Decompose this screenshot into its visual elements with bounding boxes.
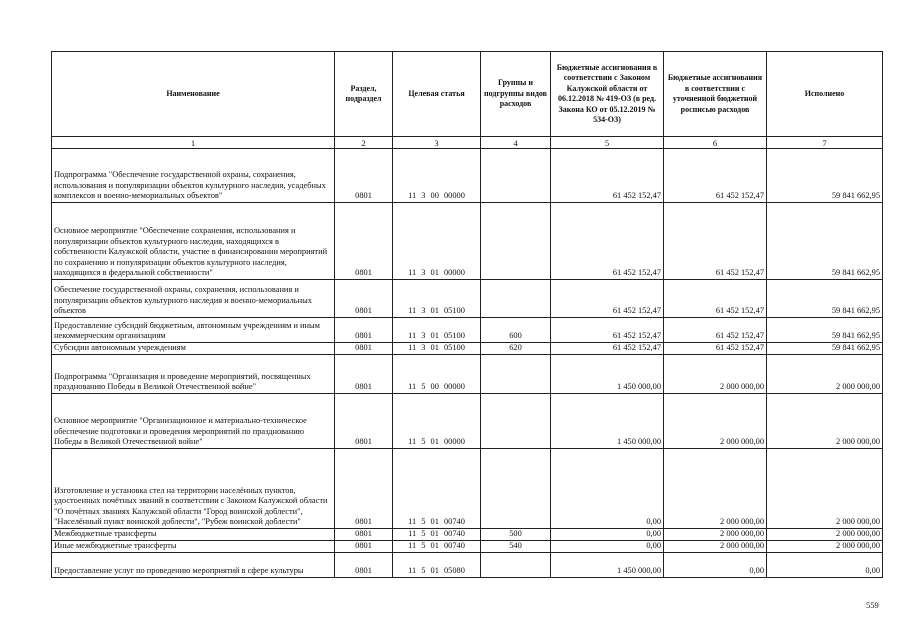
header-section: Раздел, подраздел (335, 52, 393, 137)
budget-table (51, 51, 883, 578)
row-executed-amount: 59 841 662,95 (767, 149, 883, 203)
row-refined-amount: 2 000 000,00 (664, 529, 767, 541)
header-name: Наименование (52, 52, 335, 137)
row-target: 11 3 01 00000 (393, 203, 481, 280)
row-target: 11 5 00 00000 (393, 355, 481, 394)
row-name: Основное мероприятие "Обеспечение сохранения, использования и популяризации объектов культурного наследия, находящихся в собственности Калужской области, участие в финансировании мероприятий по сохранению и популяризации объектов культурного наследия, находящихся в федеральной собственности" (52, 203, 335, 280)
column-number: 3 (393, 137, 481, 149)
row-executed-amount: 0,00 (767, 553, 883, 578)
row-section: 0801 (335, 149, 393, 203)
row-target: 11 3 01 05100 (393, 280, 481, 318)
row-name: Межбюджетные трансферты (52, 529, 335, 541)
table-row (52, 203, 883, 280)
row-executed-amount: 2 000 000,00 (767, 355, 883, 394)
row-name: Иные межбюджетные трансферты (52, 541, 335, 553)
row-executed-amount: 2 000 000,00 (767, 394, 883, 449)
row-executed-amount: 59 841 662,95 (767, 318, 883, 343)
row-name: Предоставление субсидий бюджетным, автономным учреждениям и иным некоммерческим организациям (52, 318, 335, 343)
row-refined-amount: 0,00 (664, 553, 767, 578)
row-group: 500 (481, 529, 551, 541)
column-number-row (52, 137, 883, 149)
row-target: 11 5 01 00000 (393, 394, 481, 449)
table-row (52, 541, 883, 553)
row-name: Предоставление услуг по проведению мероприятий в сфере культуры (52, 553, 335, 578)
row-law-amount: 1 450 000,00 (551, 553, 664, 578)
column-number: 1 (52, 137, 335, 149)
row-target: 11 3 00 00000 (393, 149, 481, 203)
table-row (52, 394, 883, 449)
row-name: Подпрограмма "Организация и проведение мероприятий, посвященных празднованию Победы в Великой Отечественной войне" (52, 355, 335, 394)
row-law-amount: 0,00 (551, 541, 664, 553)
row-section: 0801 (335, 203, 393, 280)
row-group: 540 (481, 541, 551, 553)
row-target: 11 3 01 05100 (393, 318, 481, 343)
table-row (52, 553, 883, 578)
row-section: 0801 (335, 394, 393, 449)
row-name: Обеспечение государственной охраны, сохранения, использования и популяризации объектов культурного наследия и военно-мемориальных объектов (52, 280, 335, 318)
table-row (52, 343, 883, 355)
row-group: 620 (481, 343, 551, 355)
row-section: 0801 (335, 449, 393, 529)
row-law-amount: 61 452 152,47 (551, 203, 664, 280)
header-target: Целевая статья (393, 52, 481, 137)
table-row (52, 280, 883, 318)
header-group: Группы и подгруппы видов расходов (481, 52, 551, 137)
row-refined-amount: 2 000 000,00 (664, 449, 767, 529)
row-section: 0801 (335, 355, 393, 394)
row-name: Подпрограмма "Обеспечение государственной охраны, сохранения, использования и популяризации объектов культурного наследия, усадебных комплексов и военно-мемориальных объектов" (52, 149, 335, 203)
row-law-amount: 0,00 (551, 529, 664, 541)
table-row (52, 529, 883, 541)
row-group (481, 203, 551, 280)
row-law-amount: 61 452 152,47 (551, 318, 664, 343)
row-law-amount: 61 452 152,47 (551, 149, 664, 203)
header-law-appropriations: Бюджетные ассигнования в соответствии с Законом Калужской области от 06.12.2018 № 419-ОЗ (в ред. Закона КО от 05.12.2019 № 534-ОЗ) (551, 52, 664, 137)
row-group (481, 149, 551, 203)
row-group: 600 (481, 318, 551, 343)
header-executed: Исполнено (767, 52, 883, 137)
row-target: 11 5 01 00740 (393, 541, 481, 553)
row-section: 0801 (335, 553, 393, 578)
row-target: 11 5 01 05080 (393, 553, 481, 578)
row-name: Основное мероприятие "Организационное и материально-техническое обеспечение подготовки и проведения мероприятий по празднованию Победы в Великой Отечественной войне" (52, 394, 335, 449)
row-refined-amount: 61 452 152,47 (664, 149, 767, 203)
row-name: Изготовление и установка стел на территории населённых пунктов, удостоенных почётных званий в соответствии с Законом Калужской области "О почётных званиях Калужской области "Город воинской доблести", "Населённый пункт воинской доблести", "Рубеж воинской доблести" (52, 449, 335, 529)
row-law-amount: 1 450 000,00 (551, 355, 664, 394)
row-refined-amount: 2 000 000,00 (664, 394, 767, 449)
page-number: 559 (866, 600, 879, 610)
column-number: 4 (481, 137, 551, 149)
row-executed-amount: 2 000 000,00 (767, 449, 883, 529)
row-section: 0801 (335, 541, 393, 553)
row-refined-amount: 2 000 000,00 (664, 355, 767, 394)
row-group (481, 449, 551, 529)
table-row (52, 355, 883, 394)
row-section: 0801 (335, 529, 393, 541)
row-group (481, 355, 551, 394)
row-executed-amount: 2 000 000,00 (767, 529, 883, 541)
row-executed-amount: 59 841 662,95 (767, 343, 883, 355)
table-row (52, 318, 883, 343)
row-refined-amount: 61 452 152,47 (664, 203, 767, 280)
row-refined-amount: 61 452 152,47 (664, 343, 767, 355)
row-executed-amount: 59 841 662,95 (767, 280, 883, 318)
row-law-amount: 61 452 152,47 (551, 343, 664, 355)
row-refined-amount: 61 452 152,47 (664, 280, 767, 318)
row-law-amount: 61 452 152,47 (551, 280, 664, 318)
table-row (52, 449, 883, 529)
row-name: Субсидии автономным учреждениям (52, 343, 335, 355)
row-refined-amount: 61 452 152,47 (664, 318, 767, 343)
column-number: 5 (551, 137, 664, 149)
row-law-amount: 1 450 000,00 (551, 394, 664, 449)
row-target: 11 5 01 00740 (393, 529, 481, 541)
row-group (481, 553, 551, 578)
row-section: 0801 (335, 343, 393, 355)
column-number: 7 (767, 137, 883, 149)
row-group (481, 394, 551, 449)
table-row (52, 149, 883, 203)
column-number: 2 (335, 137, 393, 149)
row-target: 11 3 01 05100 (393, 343, 481, 355)
row-refined-amount: 2 000 000,00 (664, 541, 767, 553)
row-target: 11 5 01 00740 (393, 449, 481, 529)
row-executed-amount: 2 000 000,00 (767, 541, 883, 553)
row-law-amount: 0,00 (551, 449, 664, 529)
row-executed-amount: 59 841 662,95 (767, 203, 883, 280)
header-refined-appropriations: Бюджетные ассигнования в соответствии с уточненной бюджетной росписью расходов (664, 52, 767, 137)
row-section: 0801 (335, 318, 393, 343)
column-number: 6 (664, 137, 767, 149)
row-section: 0801 (335, 280, 393, 318)
row-group (481, 280, 551, 318)
header-row (52, 52, 883, 137)
